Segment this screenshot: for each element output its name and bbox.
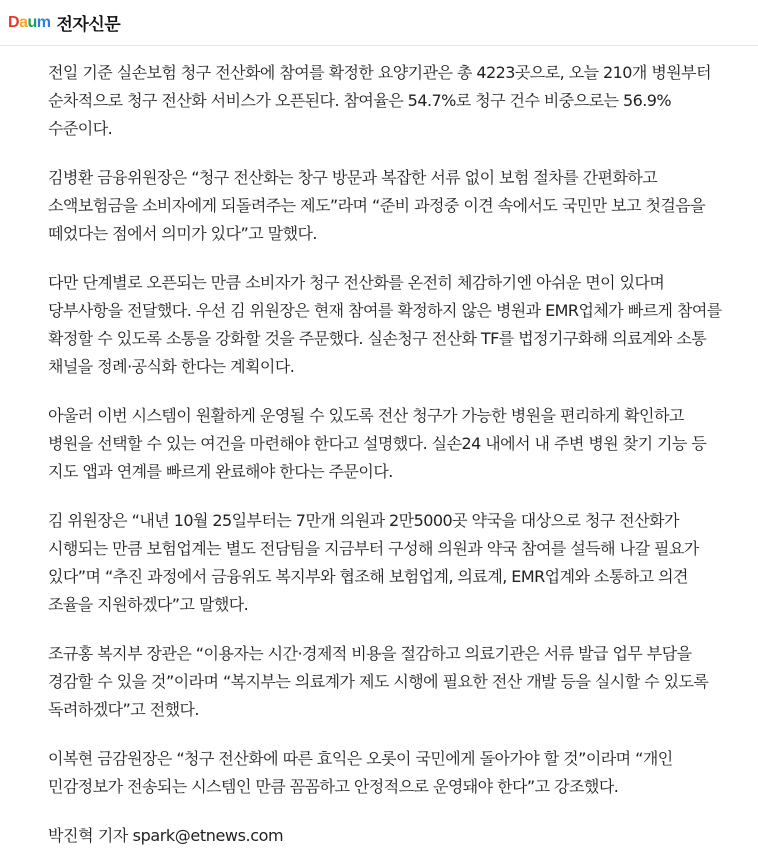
article-paragraph-4: 아울러 이번 시스템이 원활하게 운영될 수 있도록 전산 청구가 가능한 병원을 편리하게 확인하고 병원을 선택할 수 있는 여건을 마련해야 한다고 설명했다. 실손24 내에서 내 주변 병원 찾기 기능 등 지도 앱과 연계를 빠르게 완료해야 한다는 주문이다.	[48, 406, 707, 481]
article-byline: 박진혁 기자 spark@etnews.com	[48, 826, 284, 845]
daum-logo[interactable]: D a u m	[8, 13, 51, 31]
article-body	[48, 59, 733, 850]
article-paragraph-7: 이복현 금감원장은 “청구 전산화에 따른 효익은 오롯이 국민에게 돌아가야 할 것”이라며 “개인 민감정보가 전송되는 시스템인 만큼 꼼꼼하고 안정적으로 운영돼야 한다”고 강조했다.	[48, 749, 673, 796]
article-paragraph-1: 전일 기준 실손보험 청구 전산화에 참여를 확정한 요양기관은 총 4223곳으로, 오늘 210개 병원부터 순차적으로 청구 전산화 서비스가 오픈된다. 참여율은 54.7%로 청구 건수 비중으로는 56.9% 수준이다.	[48, 63, 711, 138]
article-paragraph-2: 김병환 금융위원장은 “청구 전산화는 창구 방문과 복잡한 서류 없이 보험 절차를 간편화하고 소액보험금을 소비자에게 되돌려주는 제도”라며 “준비 과정중 이견 속에서도 국민만 보고 첫걸음을 떼었다는 점에서 의미가 있다”고 말했다.	[48, 168, 706, 243]
top-bar	[0, 0, 758, 46]
article-paragraph-3: 다만 단계별로 오픈되는 만큼 소비자가 청구 전산화를 온전히 체감하기엔 아쉬운 면이 있다며 당부사항을 전달했다. 우선 김 위원장은 현재 참여를 확정하지 않은 병원과 EMR업체가 빠르게 참여를 확정할 수 있도록 소통을 강화할 것을 주문했다. 실손청구 전산화 TF를 법정기구화해 의료계와 소통 채널을 정례·공식화 한다는 계획이다.	[48, 273, 722, 376]
article-paragraph-5: 김 위원장은 “내년 10월 25일부터는 7만개 의원과 2만5000곳 약국을 대상으로 청구 전산화가 시행되는 만큼 보험업계는 별도 전담팀을 지금부터 구성해 의원과 약국 참여를 설득해 나갈 필요가 있다”며 “추진 과정에서 금융위도 복지부와 협조해 보험업계, 의료계, EMR업계와 소통하고 의견 조율을 지원하겠다”고 말했다.	[48, 511, 699, 614]
publication-name[interactable]: 전자신문	[56, 15, 121, 35]
article-paragraph-6: 조규홍 복지부 장관은 “이용자는 시간·경제적 비용을 절감하고 의료기관은 서류 발급 업무 부담을 경감할 수 있을 것”이라며 “복지부는 의료계가 제도 시행에 필요한 전산 개발 등을 실시할 수 있도록 독려하겠다”고 전했다.	[48, 644, 709, 719]
